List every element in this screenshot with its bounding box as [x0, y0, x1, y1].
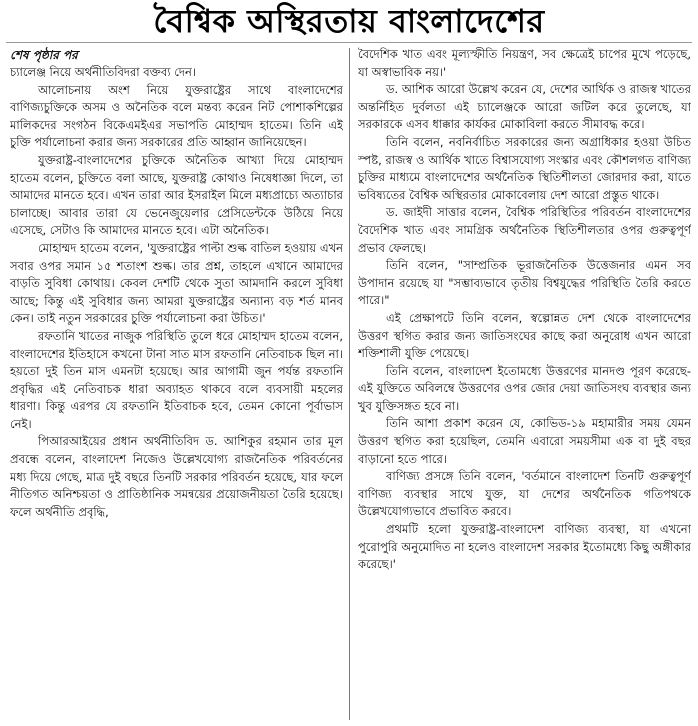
paragraph: আলোচনায় অংশ নিয়ে যুক্তরাষ্ট্রের সাথে বাংলাদেশের বাণিজ্যচুক্তিকে অসম ও অনৈতিক বলে মন্তব্য করেন নিট পোশাকশিল্পের মালিকদের সংগঠন বিকেএমইএর সভাপতি মোহাম্মদ হাতেম। তিনি এই চুক্তি পর্যালোচনা করার জন্য সরকারের প্রতি আহ্বান জানিয়েছেন। — [10, 82, 343, 150]
right-column — [358, 46, 691, 722]
column-divider — [349, 48, 350, 720]
paragraph: পিআরআইয়ের প্রধান অর্থনীতিবিদ ড. আশিকুর রহমান তার মূল প্রবন্ধে বলেন, বাংলাদেশ নিজেও উল্লেখযোগ্য রাজনৈতিক পরিবর্তনের মধ্য দিয়ে গেছে, মাত্র দুই বছরে তিনটি সরকার পরিবর্তন হয়েছে, যার ফলে নীতিগত অনিশ্চয়তা ও প্রাতিষ্ঠানিক সমন্বয়ের প্রয়োজনীয়তা তৈরি হয়েছে। ফলে অর্থনীতি প্রবৃদ্ধি, — [10, 434, 343, 519]
left-column — [10, 46, 343, 722]
headline: বৈশ্বিক অস্থিরতায় বাংলাদেশের — [153, 2, 545, 40]
paragraph: তিনি বলেন, "সাম্প্রতিক ভূরাজনৈতিক উত্তেজনার এমন সব উপাদান রয়েছে যা "সম্ভাব্যভাবে তৃতীয় বিশ্বযুদ্ধের পরিস্থিতি তৈরি করতে পারে।" — [358, 258, 691, 308]
paragraph: তিনি বলেন, নবনির্বাচিত সরকারের জন্য অগ্রাধিকার হওয়া উচিত স্পষ্ট, রাজস্ব ও আর্থিক খাতে বিশ্বাসযোগ্য সংস্কার এবং কৌশলগত বাণিজ্য চুক্তির মাধ্যমে বাংলাদেশের অর্থনৈতিক স্থিতিশীলতা জোরদার করা, যাতে ভবিষ্যতের বৈশ্বিক অস্থিরতার মোকাবেলায় দেশ আরো প্রস্তুত থাকে। — [358, 134, 691, 202]
paragraph: প্রথমটি হলো যুক্তরাষ্ট্র-বাংলাদেশ বাণিজ্য ব্যবস্থা, যা এখনো পুরোপুরি অনুমোদিত না হলেও বাংলাদেশ সরকার ইতোমধ্যে কিছু অঙ্গীকার করেছে।' — [358, 522, 691, 572]
paragraph: তিনি বলেন, বাংলাদেশ ইতোমধ্যে উত্তরণের মানদণ্ড পূরণ করেছে- এই যুক্তিতে অবিলম্বে উত্তরণের ওপর জোর দেয়া জাতিসংঘ ব্যবস্থার জন্য খুব যুক্তিসঙ্গত হবে না। — [358, 363, 691, 413]
paragraph: বৈদেশিক খাত এবং মূল্যস্ফীতি নিয়ন্ত্রণ, সব ক্ষেত্রেই চাপের মুখে পড়েছে, যা অস্বাভাবিক নয়।' — [358, 47, 691, 79]
headline-rule — [6, 42, 692, 43]
paragraph: ড. জাইদী সাত্তার বলেন, বৈশ্বিক পরিস্থিতির পরিবর্তন বাংলাদেশের বৈদেশিক খাত এবং সামগ্রিক অর্থনৈতিক স্থিতিশীলতার ওপর গুরুত্বপূর্ণ প্রভাব ফেলছে। — [358, 205, 691, 255]
paragraph: ড. আশিক আরো উল্লেখ করেন যে, দেশের আর্থিক ও রাজস্ব খাতের অন্তর্নিহিত দুর্বলতা এই চ্যালেঞ্জকে আরো জটিল করে তুলেছে, যা সরকারকে এসব ধাক্কার কার্যকর মোকাবিলা করতে সীমাবদ্ধ করে। — [358, 82, 691, 132]
paragraph: তিনি আশা প্রকাশ করেন যে, কোভিড-১৯ মহামারীর সময় যেমন উত্তরণ স্থগিত করা হয়েছিল, তেমনি এবারো সময়সীমা এক বা দুই বছর বাড়ানো হতে পারে। — [358, 416, 691, 466]
paragraph: যুক্তরাষ্ট্র-বাংলাদেশের চুক্তিকে অনৈতিক আখ্যা দিয়ে মোহাম্মদ হাতেম বলেন, চুক্তিতে বলা আছে, যুক্তরাষ্ট্র কোথাও নিষেধাজ্ঞা দিলে, তা আমাদের মানতে হবে। এখন তারা আর ইসরাইল মিলে মধ্যপ্রাচ্যে অত্যাচার চালাচ্ছে। আবার তারা যে ভেনেজুয়েলার প্রেসিডেন্টকে উঠিয়ে নিয়ে এসেছে, সেটাও কি আমাদের মানতে হবে। এটা অনৈতিক। — [10, 152, 343, 238]
paragraph: এই প্রেক্ষাপটে তিনি বলেন, স্বল্পোন্নত দেশ থেকে বাংলাদেশের উত্তরণ স্থগিত করার জন্য জাতিসংঘের কাছে করা অনুরোধ এখন আরো শক্তিশালী যুক্তি পেয়েছে। — [358, 310, 691, 361]
paragraph: চ্যালেঞ্জ নিয়ে অর্থনীতিবিদরা বক্তব্য দেন। — [10, 65, 196, 79]
kicker: শেষ পৃষ্ঠার পর — [10, 48, 78, 62]
paragraph: রফতানি খাতের নাজুক পরিস্থিতি তুলে ধরে মোহাম্মদ হাতেম বলেন, বাংলাদেশের ইতিহাসে কখনো টানা সাত মাস রফতানি নেতিবাচক ছিল না। হয়তো দুই তিন মাস এমনটা হয়েছে। আর আগামী জুন পর্যন্ত রফতানি প্রবৃদ্ধির এই নেতিবাচক ধারা অব্যাহত থাকবে বলে ব্যবসায়ী মহলের ধারণা। কিন্তু এরপর যে রফতানি ইতিবাচক হবে, তেমন কোনো পূর্বাভাস নেই। — [10, 328, 343, 431]
paragraph: মোহাম্মদ হাতেম বলেন, 'যুক্তরাষ্ট্রের পাল্টা শুল্ক বাতিল হওয়ায় এখন সবার ওপর সমান ১৫ শতাংশ শুল্ক। তার প্রশ্ন, তাহলে এখানে আমাদের বাড়তি সুবিধা কোথায়। কেবল দেশটি থেকে সুতা আমদানি করলে সুবিধা আছে; কিন্তু এই সুবিধার জন্য আমরা যুক্তরাষ্ট্রের অন্যান্য বড় শর্ত মানব কেন। তাই নতুন সরকারের চুক্তি পর্যালোচনা করা উচিত।' — [10, 240, 343, 326]
paragraph: বাণিজ্য প্রসঙ্গে তিনি বলেন, 'বর্তমানে বাংলাদেশ তিনটি গুরুত্বপূর্ণ বাণিজ্য ব্যবস্থার সাথে যুক্ত, যা দেশের অর্থনৈতিক গতিপথকে উল্লেখযোগ্যভাবে প্রভাবিত করবে। — [358, 469, 691, 519]
